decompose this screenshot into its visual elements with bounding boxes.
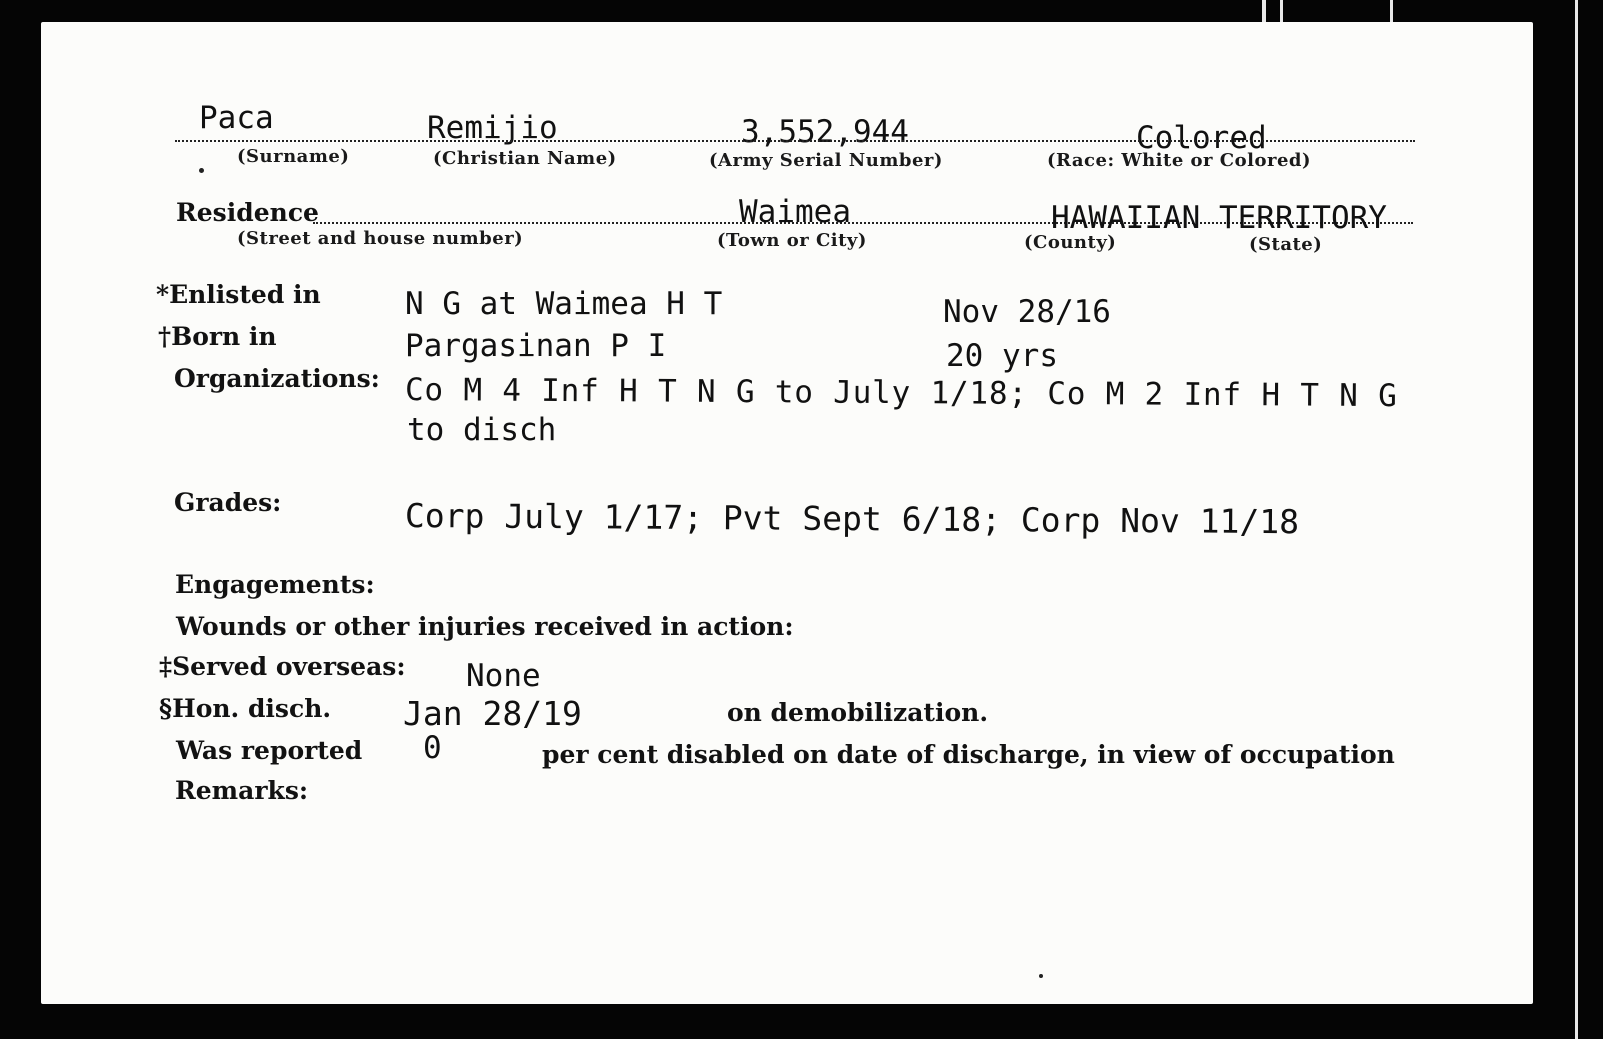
- town-caption: (Town or City): [717, 230, 867, 251]
- race-caption: (Race: White or Colored): [1047, 150, 1312, 171]
- serial-number-value: 3,552,944: [741, 114, 909, 150]
- born-label: †Born in: [158, 322, 277, 351]
- street-caption: (Street and house number): [237, 228, 524, 249]
- surname-caption: (Surname): [237, 146, 350, 167]
- race-value: Colored: [1136, 120, 1267, 156]
- state-caption: (State): [1249, 234, 1323, 255]
- overseas-value: None: [466, 658, 541, 694]
- serial-number-caption: (Army Serial Number): [709, 150, 943, 171]
- residence-label: Residence: [176, 198, 319, 227]
- film-edge-mark: [1575, 0, 1578, 1039]
- grades-value: Corp July 1/17; Pvt Sept 6/18; Corp Nov 11/18: [404, 496, 1300, 542]
- film-edge-mark: [1280, 0, 1283, 24]
- discharge-label: §Hon. disch.: [159, 694, 332, 723]
- enlisted-label: *Enlisted in: [156, 280, 321, 309]
- organizations-line-1: Co M 4 Inf H T N G to July 1/18; Co M 2 Inf H T N G: [404, 372, 1398, 415]
- discharge-date-value: Jan 28/19: [403, 694, 582, 733]
- christian-name-value: Remijio: [427, 110, 558, 146]
- ink-speck: [199, 168, 204, 173]
- surname-value: Paca: [199, 100, 274, 136]
- enlisted-place-value: N G at Waimea H T: [405, 286, 723, 322]
- territory-value: HAWAIIAN TERRITORY: [1051, 200, 1387, 236]
- remarks-label: Remarks:: [175, 776, 309, 805]
- born-place-value: Pargasinan P I: [405, 328, 667, 364]
- overseas-label: ‡Served overseas:: [159, 652, 406, 681]
- film-edge-mark: [1262, 0, 1266, 24]
- film-edge-mark: [1390, 0, 1393, 24]
- wounds-label: Wounds or other injuries received in action:: [176, 612, 794, 641]
- enlisted-date-value: Nov 28/16: [943, 294, 1111, 330]
- organizations-label: Organizations:: [174, 364, 380, 393]
- born-age-value: 20 yrs: [946, 338, 1058, 374]
- christian-name-caption: (Christian Name): [433, 148, 617, 169]
- ink-speck: [1039, 974, 1043, 978]
- disability-suffix: per cent disabled on date of discharge, in view of occupation: [542, 740, 1395, 769]
- town-value: Waimea: [739, 194, 851, 230]
- county-caption: (County): [1024, 232, 1117, 253]
- disability-label: Was reported: [176, 736, 363, 765]
- organizations-line-2: to disch: [407, 412, 557, 448]
- header-fill-line: [175, 140, 1415, 142]
- discharge-suffix: on demobilization.: [727, 698, 989, 727]
- grades-label: Grades:: [174, 488, 282, 517]
- engagements-label: Engagements:: [175, 570, 375, 599]
- service-record-card: [41, 22, 1533, 1004]
- disability-value: 0: [423, 730, 442, 766]
